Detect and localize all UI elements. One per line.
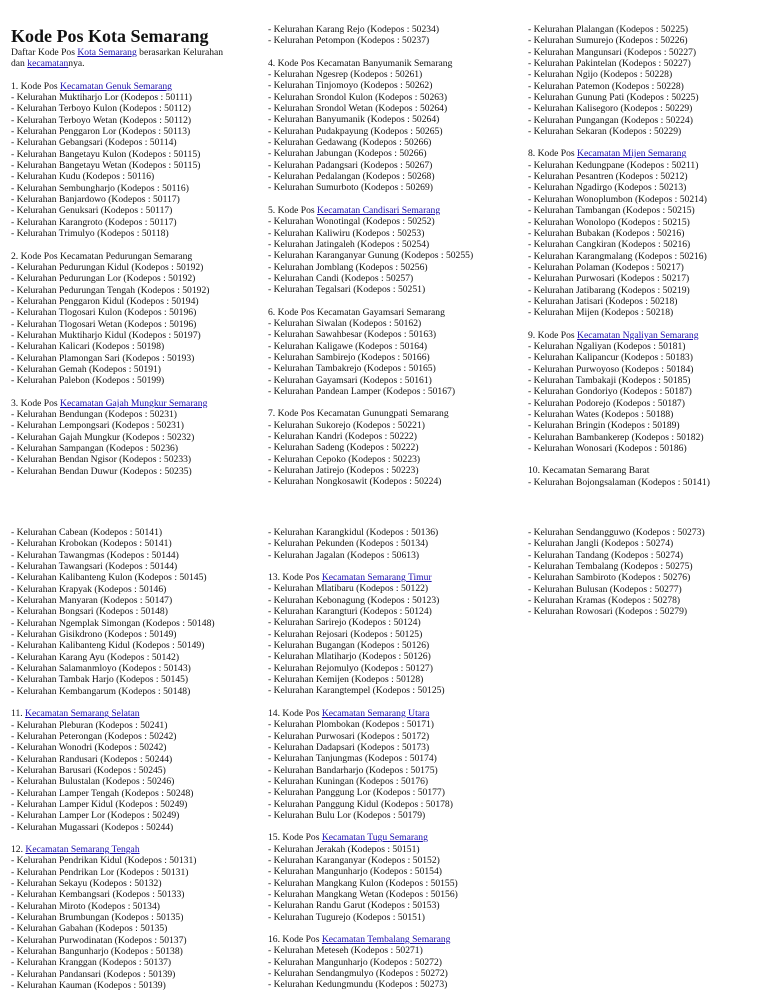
list-item: - Kelurahan Kalipancur (Kodepos : 50183) (528, 352, 693, 364)
section-list (11, 81, 223, 477)
list-item: - Kelurahan Ngesrep (Kodepos : 50261) (268, 69, 423, 81)
list-item: - Kelurahan Tawangsari (Kodepos : 50144) (11, 561, 178, 573)
kecamatan-link[interactable]: Kecamatan Semarang Tengah (25, 843, 140, 855)
page-title: Kode Pos Kota Semarang (11, 26, 209, 46)
section-heading (11, 708, 215, 719)
page1-column-2 (268, 24, 473, 488)
list-item: - Kelurahan Bendungan (Kodepos : 50231) (11, 408, 177, 420)
list-item: - Kelurahan Gunung Pati (Kodepos : 50225) (528, 92, 699, 104)
list-item: - Kelurahan Sadeng (Kodepos : 50222) (268, 442, 419, 454)
list-item: - Kelurahan Bambankerep (Kodepos : 50182) (528, 431, 704, 443)
list-item: - Kelurahan Tambakrejo (Kodepos : 50165) (268, 363, 436, 375)
list-item: - Kelurahan Srondol Kulon (Kodepos : 50263) (268, 91, 448, 103)
section-list (528, 24, 710, 488)
section-heading (11, 398, 223, 409)
section-heading (11, 81, 223, 92)
list-item: - Kelurahan Tambakaji (Kodepos : 50185) (528, 374, 691, 386)
list-item: - Kelurahan Plombokan (Kodepos : 50171) (268, 719, 434, 731)
list-item: - Kelurahan Bulu Lor (Kodepos : 50179) (268, 809, 426, 821)
list-item: - Kelurahan Ngemplak Simongan (Kodepos : 50148) (11, 617, 215, 629)
list-item: - Kelurahan Patemon (Kodepos : 50228) (528, 80, 684, 92)
list-item: - Kelurahan Manyaran (Kodepos : 50147) (11, 595, 173, 607)
kecamatan-link[interactable]: Kecamatan Semarang Timur (321, 572, 432, 584)
list-item: - Kelurahan Penggaron Kidul (Kodepos : 50194) (11, 295, 199, 307)
list-item: - Kelurahan Sendangguwo (Kodepos : 50273) (528, 527, 705, 538)
section-heading-text: 16. Kode Pos (268, 934, 322, 945)
section-heading (268, 832, 458, 843)
page2-column-2 (268, 527, 458, 991)
kecamatan-link[interactable]: Kecamatan Tugu Semarang (321, 832, 428, 844)
list-item: - Kelurahan Bongsari (Kodepos : 50148) (11, 606, 168, 618)
list-item: - Kelurahan Kandri (Kodepos : 50222) (268, 431, 417, 442)
list-item: - Kelurahan Bandarharjo (Kodepos : 50175) (268, 764, 438, 776)
list-item: - Kelurahan Gayamsari (Kodepos : 50161) (268, 374, 432, 386)
list-item: - Kelurahan Mangkang Wetan (Kodepos : 50156) (268, 888, 458, 900)
section-heading-text: 1. Kode Pos (11, 80, 61, 92)
section-heading-text: 11. (11, 708, 26, 720)
list-item: - Kelurahan Jatirejo (Kodepos : 50223) (268, 465, 419, 477)
list-item: - Kelurahan Pandansari (Kodepos : 50139) (11, 968, 176, 980)
list-item: - Kelurahan Wonotingal (Kodepos : 50252) (268, 216, 435, 228)
list-item: - Kelurahan Mangkang Kulon (Kodepos : 50155) (268, 877, 458, 889)
page1-column-3 (528, 24, 710, 488)
kecamatan-link[interactable]: Kecamatan Genuk Semarang (60, 80, 172, 92)
section-heading (268, 572, 458, 583)
list-item: - Kelurahan Pedurungan Kidul (Kodepos : 50192) (11, 261, 204, 273)
list-item: - Kelurahan Bangetayu Wetan (Kodepos : 50115) (11, 160, 201, 172)
list-item: - Kelurahan Ngaliyan (Kodepos : 50181) (528, 340, 686, 352)
list-item: - Kelurahan Rejomulyo (Kodepos : 50127) (268, 662, 433, 674)
list-item: - Kelurahan Tembalang (Kodepos : 50275) (528, 561, 693, 573)
list-item: - Kelurahan Panggung Kidul (Kodepos : 50178) (268, 798, 453, 810)
list-item: - Kelurahan Sambiroto (Kodepos : 50276) (528, 572, 691, 584)
list-item: - Kelurahan Tlogosari Wetan (Kodepos : 50196) (11, 318, 197, 330)
list-item: - Kelurahan Karang Rejo (Kodepos : 50234) (268, 24, 440, 35)
list-item: - Kelurahan Tlogosari Kulon (Kodepos : 50196) (11, 307, 197, 319)
list-item: - Kelurahan Mlatibaru (Kodepos : 50122) (268, 583, 429, 595)
list-item: - Kelurahan Ngadirgo (Kodepos : 50213) (528, 182, 687, 194)
section-heading (11, 844, 215, 855)
kecamatan-link[interactable]: Kecamatan Tembalang Semarang (321, 934, 451, 945)
list-item: - Kelurahan Salamanmloyo (Kodepos : 50143) (11, 663, 191, 675)
kecamatan-link[interactable]: Kecamatan Semarang Selatan (25, 708, 140, 720)
list-item: - Kelurahan Mangunharjo (Kodepos : 50272) (268, 956, 442, 968)
list-item: - Kelurahan Dadapsari (Kodepos : 50173) (268, 741, 430, 753)
section-heading (11, 251, 223, 262)
list-item: - Kelurahan Tandang (Kodepos : 50274) (528, 549, 684, 561)
section-heading-text: 3. Kode Pos (11, 397, 61, 409)
section-heading (268, 408, 473, 419)
section-heading-text: 6. Kode Pos Kecamatan Gayamsari Semarang (268, 306, 445, 318)
list-item: - Kelurahan Pendrikan Kidul (Kodepos : 50131) (11, 855, 197, 867)
section-heading (528, 330, 710, 341)
list-item: - Kelurahan Karang Ayu (Kodepos : 50142) (11, 651, 180, 663)
list-item: - Kelurahan Sampangan (Kodepos : 50236) (11, 443, 179, 454)
list-item: - Kelurahan Siwalan (Kodepos : 50162) (268, 317, 422, 329)
list-item: - Kelurahan Bendan Ngisor (Kodepos : 50233) (11, 454, 192, 466)
list-item: - Kelurahan Mijen (Kodepos : 50218) (528, 307, 674, 319)
list-item: - Kelurahan Padangsari (Kodepos : 50267) (268, 159, 433, 171)
list-item: - Kelurahan Pakintelan (Kodepos : 50227) (528, 58, 691, 70)
list-item: - Kelurahan Sumurboto (Kodepos : 50269) (268, 182, 433, 194)
list-item: - Kelurahan Banyumanik (Kodepos : 50264) (268, 114, 440, 126)
list-item: - Kelurahan Tinjomoyo (Kodepos : 50262) (268, 80, 433, 92)
list-item: - Kelurahan Jerakah (Kodepos : 50151) (268, 843, 420, 855)
list-item: - Kelurahan Purwosari (Kodepos : 50172) (268, 730, 430, 742)
list-item: - Kelurahan Jagalan (Kodepos : 50613) (268, 549, 420, 561)
section-heading (268, 205, 473, 216)
list-item: - Kelurahan Sekayu (Kodepos : 50132) (11, 877, 162, 889)
intro-text: dan (11, 58, 28, 70)
list-item: - Kelurahan Kauman (Kodepos : 50139) (11, 980, 166, 992)
intro-line-2 (11, 58, 223, 69)
list-item: - Kelurahan Pedalangan (Kodepos : 50268) (268, 171, 435, 183)
list-item: - Kelurahan Bugangan (Kodepos : 50126) (268, 640, 430, 652)
section-list (268, 527, 458, 991)
page2-column-1 (11, 527, 215, 991)
list-item: - Kelurahan Sumurejo (Kodepos : 50226) (528, 35, 688, 47)
list-item: - Kelurahan Palebon (Kodepos : 50199) (11, 375, 165, 387)
list-item: - Kelurahan Karangturi (Kodepos : 50124) (268, 606, 432, 618)
list-item: - Kelurahan Bangetayu Kulon (Kodepos : 50115) (11, 148, 201, 160)
list-item: - Kelurahan Tambangan (Kodepos : 50215) (528, 205, 695, 217)
list-item: - Kelurahan Jatibarang (Kodepos : 50219) (528, 284, 690, 296)
kecamatan-link[interactable]: Kecamatan Candisari Semarang (317, 204, 441, 216)
list-item: - Kelurahan Bojongsalaman (Kodepos : 50141) (528, 476, 710, 488)
list-item: - Kelurahan Kaliwiru (Kodepos : 50253) (268, 227, 425, 239)
list-item: - Kelurahan Gondoriyo (Kodepos : 50187) (528, 386, 692, 398)
list-item: - Kelurahan Muktiharjo Lor (Kodepos : 50111) (11, 92, 192, 104)
list-item: - Kelurahan Terboyo Wetan (Kodepos : 50112) (11, 114, 192, 126)
list-item: - Kelurahan Miroto (Kodepos : 50134) (11, 900, 160, 912)
list-item: - Kelurahan Lamper Lor (Kodepos : 50249) (11, 810, 180, 822)
list-item: - Kelurahan Mugassari (Kodepos : 50244) (11, 821, 174, 833)
list-item: - Kelurahan Krapyak (Kodepos : 50146) (11, 583, 167, 595)
list-item: - Kelurahan Penggaron Lor (Kodepos : 50113) (11, 126, 191, 138)
list-item: - Kelurahan Tawangmas (Kodepos : 50144) (11, 549, 179, 561)
list-item: - Kelurahan Mangunsari (Kodepos : 50227) (528, 46, 697, 58)
list-item: - Kelurahan Krobokan (Kodepos : 50141) (11, 538, 172, 550)
section-heading-text: 10. Kecamatan Semarang Barat (528, 465, 650, 477)
list-item: - Kelurahan Kembangarum (Kodepos : 50148) (11, 685, 191, 697)
list-item: - Kelurahan Bubakan (Kodepos : 50216) (528, 227, 685, 239)
section-heading (268, 934, 458, 945)
page1-column-1 (11, 25, 223, 477)
list-item: - Kelurahan Kudu (Kodepos : 50116) (11, 171, 155, 183)
kecamatan-link[interactable]: kecamatan (27, 58, 69, 70)
section-list (11, 527, 215, 991)
list-item: - Kelurahan Meteseh (Kodepos : 50271) (268, 945, 423, 957)
section-heading-text: 13. Kode Pos (268, 572, 322, 584)
list-item: - Kelurahan Wonoplumbon (Kodepos : 50214) (528, 193, 707, 205)
list-item: - Kelurahan Karangkidul (Kodepos : 50136) (268, 527, 439, 538)
list-item: - Kelurahan Kembangsari (Kodepos : 50133) (11, 889, 185, 901)
list-item: - Kelurahan Barusari (Kodepos : 50245) (11, 764, 166, 776)
section-heading-text: 15. Kode Pos (268, 832, 322, 844)
list-item: - Kelurahan Banjardowo (Kodepos : 50117) (11, 194, 180, 206)
section-heading-text: 8. Kode Pos (528, 148, 578, 160)
list-item: - Kelurahan Brumbungan (Kodepos : 50135) (11, 912, 184, 923)
list-item: - Kelurahan Karangroto (Kodepos : 50117) (11, 216, 177, 228)
list-item: - Kelurahan Pekunden (Kodepos : 50134) (268, 538, 429, 550)
section-heading (528, 465, 710, 476)
list-item: - Kelurahan Gebangsari (Kodepos : 50114) (11, 137, 177, 149)
list-item: - Kelurahan Randusari (Kodepos : 50244) (11, 753, 173, 765)
list-item: - Kelurahan Sembungharjo (Kodepos : 50116) (11, 182, 189, 194)
list-item: - Kelurahan Karanganyar (Kodepos : 50152) (268, 854, 440, 866)
list-item: - Kelurahan Purwodinatan (Kodepos : 50137) (11, 934, 187, 946)
list-item: - Kelurahan Pungangan (Kodepos : 50224) (528, 114, 693, 126)
list-item: - Kelurahan Srondol Wetan (Kodepos : 50264) (268, 103, 448, 115)
list-item: - Kelurahan Pesantren (Kodepos : 50212) (528, 171, 688, 183)
list-item: - Kelurahan Candi (Kodepos : 50257) (268, 272, 414, 284)
list-item: - Kelurahan Pedurungan Tengah (Kodepos : 50192) (11, 284, 210, 296)
list-item: - Kelurahan Karangtempel (Kodepos : 50125) (268, 685, 445, 697)
section-heading (268, 307, 473, 318)
list-item: - Kelurahan Kalicari (Kodepos : 50198) (11, 341, 165, 353)
section-list (528, 527, 705, 618)
list-item: - Kelurahan Pandean Lamper (Kodepos : 50167) (268, 385, 456, 397)
section-heading-text: 12. (11, 843, 26, 855)
list-item: - Kelurahan Sawahbesar (Kodepos : 50163) (268, 329, 437, 341)
list-item: - Kelurahan Rowosari (Kodepos : 50279) (528, 606, 688, 618)
list-item: - Kelurahan Tanjungmas (Kodepos : 50174) (268, 753, 437, 765)
list-item: - Kelurahan Sambirejo (Kodepos : 50166) (268, 351, 430, 363)
list-item: - Kelurahan Gemah (Kodepos : 50191) (11, 363, 161, 375)
list-item: - Kelurahan Peterongan (Kodepos : 50242) (11, 730, 177, 742)
intro-line-1 (11, 47, 223, 58)
list-item: - Kelurahan Sekaran (Kodepos : 50229) (528, 126, 682, 138)
section-heading-text: 4. Kode Pos Kecamatan Banyumanik Semarang (268, 57, 453, 69)
list-item: - Kelurahan Sendangmulyo (Kodepos : 50272) (268, 968, 448, 980)
kecamatan-link[interactable]: Kecamatan Semarang Utara (321, 707, 430, 719)
list-item: - Kelurahan Genuksari (Kodepos : 50117) (11, 205, 173, 217)
list-item: - Kelurahan Terboyo Kulon (Kodepos : 50112) (11, 103, 191, 115)
list-item: - Kelurahan Jatingaleh (Kodepos : 50254) (268, 238, 430, 250)
list-item: - Kelurahan Karangmalang (Kodepos : 50216) (528, 250, 707, 262)
section-heading-text: 2. Kode Pos Kecamatan Pedurungan Semarang (11, 250, 193, 262)
list-item: - Kelurahan Kebonagung (Kodepos : 50123) (268, 594, 440, 606)
list-item: - Kelurahan Mangunharjo (Kodepos : 50154) (268, 866, 442, 878)
list-item: - Kelurahan Pedurungan Lor (Kodepos : 50192) (11, 273, 196, 285)
list-item: - Kelurahan Gajah Mungkur (Kodepos : 50232) (11, 431, 195, 443)
list-item: - Kelurahan Bendan Duwur (Kodepos : 50235) (11, 465, 192, 477)
list-item: - Kelurahan Nongkosawit (Kodepos : 50224) (268, 476, 442, 488)
list-item: - Kelurahan Lamper Kidul (Kodepos : 50249) (11, 798, 188, 810)
list-item: - Kelurahan Tegalsari (Kodepos : 50251) (268, 284, 426, 296)
list-item: - Kelurahan Jomblang (Kodepos : 50256) (268, 261, 428, 273)
list-item: - Kelurahan Polaman (Kodepos : 50217) (528, 261, 684, 273)
list-item: - Kelurahan Petompon (Kodepos : 50237) (268, 35, 430, 47)
list-item: - Kelurahan Tugurejo (Kodepos : 50151) (268, 911, 425, 923)
list-item: - Kelurahan Purwoyoso (Kodepos : 50184) (528, 363, 694, 375)
list-item: - Kelurahan Gabahan (Kodepos : 50135) (11, 923, 168, 935)
list-item: - Kelurahan Karanganyar Gunung (Kodepos : 50255) (268, 250, 474, 262)
list-item: - Kelurahan Trimulyo (Kodepos : 50118) (11, 228, 169, 240)
list-item: - Kelurahan Bringin (Kodepos : 50189) (528, 420, 680, 432)
list-item: - Kelurahan Pendrikan Lor (Kodepos : 50131) (11, 866, 189, 878)
list-item: - Kelurahan Pudakpayung (Kodepos : 50265) (268, 125, 443, 137)
list-item: - Kelurahan Bulustalan (Kodepos : 50246) (11, 776, 175, 788)
list-item: - Kelurahan Wonolopo (Kodepos : 50215) (528, 216, 690, 228)
page-break (0, 510, 768, 511)
list-item: - Kelurahan Jangli (Kodepos : 50274) (528, 538, 674, 550)
list-item: - Kelurahan Kedungpane (Kodepos : 50211) (528, 159, 699, 171)
list-item: - Kelurahan Kranggan (Kodepos : 50137) (11, 957, 172, 969)
list-item: - Kelurahan Mlatiharjo (Kodepos : 50126) (268, 651, 431, 663)
section-heading-text: 5. Kode Pos (268, 204, 318, 216)
list-item: - Kelurahan Kaligawe (Kodepos : 50164) (268, 340, 428, 352)
kecamatan-link[interactable]: Kecamatan Ngaliyan Semarang (577, 329, 699, 341)
list-item: - Kelurahan Muktiharjo Kidul (Kodepos : 50197) (11, 329, 201, 341)
intro-text: nya. (68, 58, 85, 70)
list-item: - Kelurahan Bulusan (Kodepos : 50277) (528, 583, 682, 595)
list-item: - Kelurahan Cangkiran (Kodepos : 50216) (528, 239, 691, 251)
list-item: - Kelurahan Purwosari (Kodepos : 50217) (528, 273, 690, 285)
list-item: - Kelurahan Kedungmundu (Kodepos : 50273) (268, 979, 448, 991)
page2-column-3 (528, 527, 705, 618)
list-item: - Kelurahan Gisikdrono (Kodepos : 50149) (11, 629, 177, 641)
list-item: - Kelurahan Cabean (Kodepos : 50141) (11, 527, 163, 538)
list-item: - Kelurahan Lempongsari (Kodepos : 50231) (11, 420, 184, 432)
list-item: - Kelurahan Wates (Kodepos : 50188) (528, 409, 674, 420)
section-heading-text: 9. Kode Pos (528, 329, 578, 341)
list-item: - Kelurahan Kalibanteng Kulon (Kodepos : 50145) (11, 572, 207, 584)
section-heading (268, 708, 458, 719)
section-heading (268, 58, 473, 69)
list-item: - Kelurahan Bangunharjo (Kodepos : 50138) (11, 946, 183, 958)
intro-text: Daftar Kode Pos (11, 47, 78, 58)
section-list (268, 24, 473, 488)
list-item: - Kelurahan Cepoko (Kodepos : 50223) (268, 453, 421, 465)
list-item: - Kelurahan Wonosari (Kodepos : 50186) (528, 443, 687, 455)
intro-text: berasarkan Kelurahan (136, 47, 224, 58)
kecamatan-link[interactable]: Kecamatan Gajah Mungkur Semarang (60, 397, 208, 409)
list-item: - Kelurahan Sarirejo (Kodepos : 50124) (268, 617, 421, 629)
list-item: - Kelurahan Plalangan (Kodepos : 50225) (528, 24, 689, 35)
list-item: - Kelurahan Sukorejo (Kodepos : 50221) (268, 419, 425, 431)
list-item: - Kelurahan Jabungan (Kodepos : 50266) (268, 148, 427, 160)
list-item: - Kelurahan Kemijen (Kodepos : 50128) (268, 674, 424, 686)
section-heading (528, 148, 710, 159)
list-item: - Kelurahan Kuningan (Kodepos : 50176) (268, 775, 429, 787)
list-item: - Kelurahan Ngijo (Kodepos : 50228) (528, 69, 673, 81)
list-item: - Kelurahan Randu Garut (Kodepos : 50153) (268, 900, 440, 912)
list-item: - Kelurahan Podorejo (Kodepos : 50187) (528, 397, 685, 409)
list-item: - Kelurahan Gedawang (Kodepos : 50266) (268, 137, 432, 149)
list-item: - Kelurahan Kalibanteng Kidul (Kodepos : 50149) (11, 640, 205, 652)
list-item: - Kelurahan Pleburan (Kodepos : 50241) (11, 719, 168, 731)
list-item: - Kelurahan Kalisegoro (Kodepos : 50229) (528, 103, 693, 115)
kota-semarang-link[interactable]: Kota Semarang (77, 47, 137, 58)
list-item: - Kelurahan Jatisari (Kodepos : 50218) (528, 295, 678, 307)
list-item: - Kelurahan Plamongan Sari (Kodepos : 50193) (11, 352, 195, 364)
list-item: - Kelurahan Panggung Lor (Kodepos : 50177) (268, 787, 445, 799)
list-item: - Kelurahan Lamper Tengah (Kodepos : 50248) (11, 787, 194, 799)
list-item: - Kelurahan Kramas (Kodepos : 50278) (528, 595, 681, 607)
section-heading-text: 14. Kode Pos (268, 707, 322, 719)
list-item: - Kelurahan Tambak Harjo (Kodepos : 50145) (11, 674, 189, 686)
section-heading-text: 7. Kode Pos Kecamatan Gunungpati Semarang (268, 408, 449, 420)
list-item: - Kelurahan Wonodri (Kodepos : 50242) (11, 742, 167, 754)
kecamatan-link[interactable]: Kecamatan Mijen Semarang (577, 148, 687, 160)
list-item: - Kelurahan Rejosari (Kodepos : 50125) (268, 628, 423, 640)
